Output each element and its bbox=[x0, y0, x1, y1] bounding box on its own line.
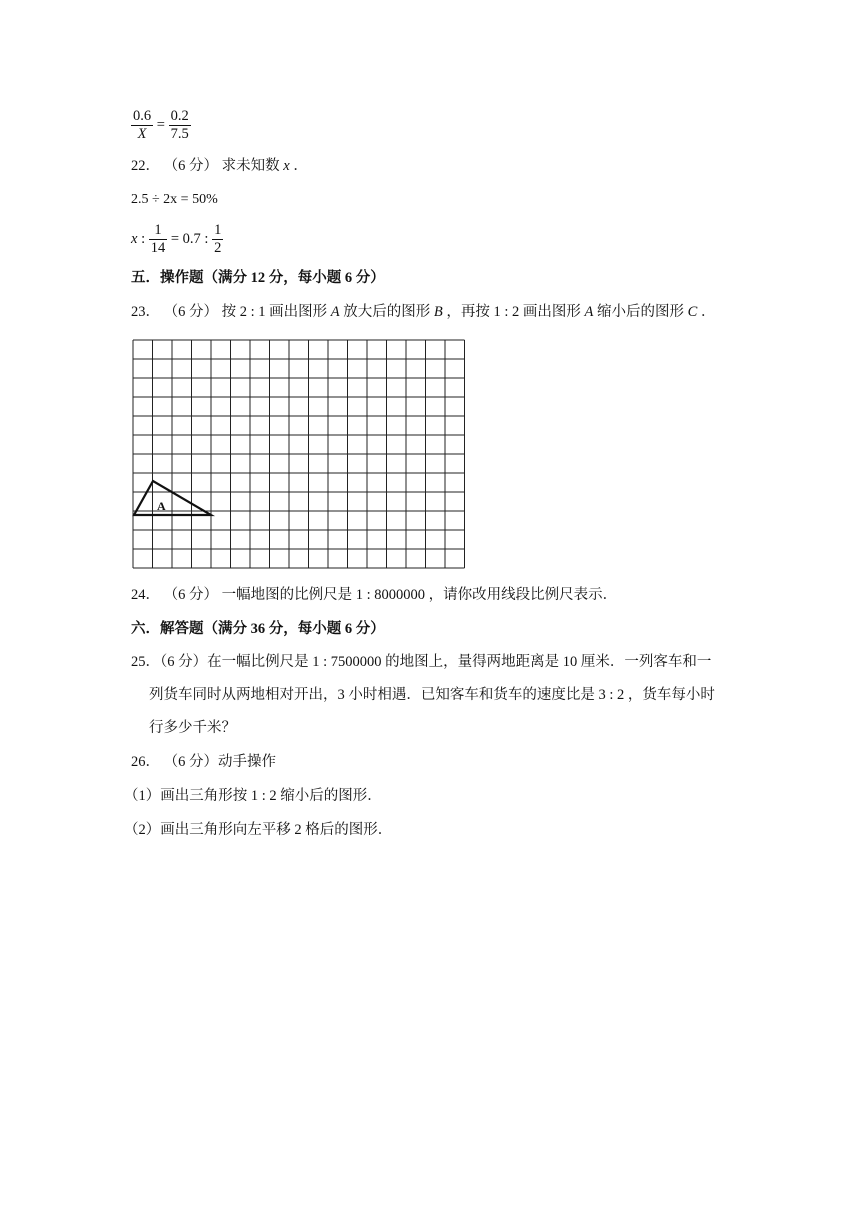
equals-sign: = bbox=[156, 116, 165, 133]
denominator: 2 bbox=[214, 240, 222, 256]
question-text: 缩小后的图形 bbox=[593, 304, 688, 320]
question-score: （6 分） bbox=[160, 654, 208, 670]
punctuation: ． bbox=[293, 158, 308, 174]
punctuation: ． bbox=[697, 304, 716, 320]
question-number: 24． bbox=[131, 587, 160, 603]
question-26-sub-1: （1）画出三角形按 1 : 2 缩小后的图形． bbox=[124, 788, 382, 804]
variable: B bbox=[433, 304, 443, 320]
variable: A bbox=[330, 304, 340, 320]
question-25-line-2: 列货车同时从两地相对开出，3 小时相遇．已知客车和货车的速度比是 3 : 2 ，货车每小时 bbox=[149, 687, 715, 703]
question-score: （6 分） bbox=[163, 304, 218, 320]
question-number: 25． bbox=[131, 654, 160, 670]
question-25-line-3: 行多少千米？ bbox=[149, 720, 236, 736]
question-text: 一幅地图的比例尺是 1 : 8000000 ，请你改用线段比例尺表示． bbox=[221, 587, 618, 603]
triangle-label: A bbox=[157, 499, 166, 513]
numerator: 0.2 bbox=[170, 108, 189, 124]
question-number: 26． bbox=[131, 754, 160, 770]
question-score: （6 分） bbox=[163, 158, 218, 174]
section-5-title: 五．操作题（满分 12 分，每小题 6 分） bbox=[131, 270, 385, 286]
denominator: 14 bbox=[150, 240, 166, 256]
fraction bbox=[149, 222, 168, 257]
question-number: 22． bbox=[131, 158, 160, 174]
variable: A bbox=[584, 304, 594, 320]
question-25 bbox=[131, 652, 711, 672]
variable: C bbox=[687, 304, 698, 320]
denominator bbox=[131, 126, 153, 143]
fraction bbox=[212, 222, 223, 257]
q21-equation bbox=[131, 108, 191, 143]
question-22 bbox=[131, 156, 308, 176]
question-text: 求未知数 bbox=[221, 158, 280, 174]
question-text: 放大后的图形 bbox=[339, 304, 434, 320]
question-text: 动手操作 bbox=[218, 754, 276, 770]
question-text: ，再按 1 : 2 画出图形 bbox=[442, 304, 585, 320]
variable: X bbox=[137, 126, 147, 142]
fraction bbox=[131, 108, 153, 143]
q22-equation-1: 2.5 ÷ 2x = 50% bbox=[131, 192, 218, 207]
variable: x bbox=[131, 230, 138, 247]
grid-figure bbox=[132, 339, 468, 571]
numerator: 1 bbox=[149, 222, 168, 240]
colon: : bbox=[137, 230, 149, 247]
section-6-title: 六．解答题（满分 36 分，每小题 6 分） bbox=[131, 621, 385, 637]
question-score: （6 分） bbox=[163, 754, 218, 770]
numerator: 1 bbox=[214, 222, 222, 238]
variable: x bbox=[283, 158, 290, 174]
question-26 bbox=[131, 752, 276, 772]
question-24 bbox=[131, 585, 617, 605]
question-text: 按 2 : 1 画出图形 bbox=[221, 304, 331, 320]
fraction bbox=[169, 108, 191, 143]
question-26-sub-2: （2）画出三角形向左平移 2 格后的图形． bbox=[124, 822, 393, 838]
equation-middle: = 0.7 : bbox=[167, 230, 213, 247]
q22-equation-2 bbox=[131, 222, 223, 257]
denominator: 7.5 bbox=[170, 126, 189, 142]
numerator: 0.6 bbox=[133, 108, 152, 124]
question-23 bbox=[131, 302, 715, 322]
question-score: （6 分） bbox=[163, 587, 218, 603]
question-text: 在一幅比例尺是 1 : 7500000 的地图上，量得两地距离是 10 厘米．一列客车和一 bbox=[207, 654, 712, 670]
question-number: 23． bbox=[131, 304, 160, 320]
grid-lines bbox=[133, 340, 465, 568]
